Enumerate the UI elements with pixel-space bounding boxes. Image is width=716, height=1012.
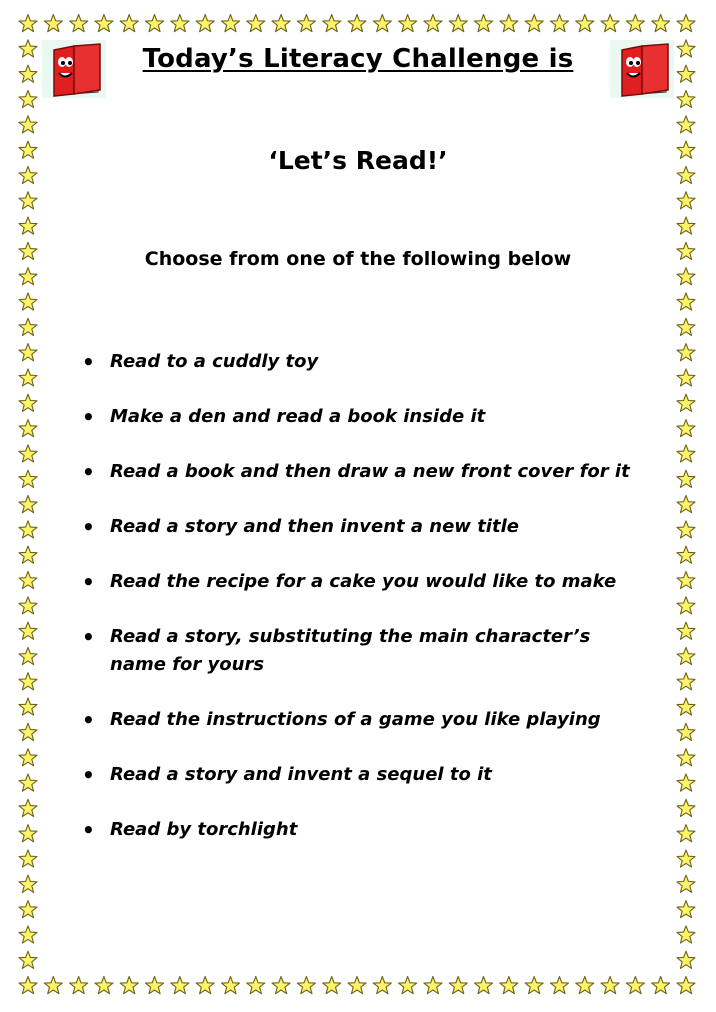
- star-icon: [323, 977, 341, 994]
- star-icon: [19, 192, 37, 209]
- star-icon: [19, 318, 37, 335]
- star-icon: [677, 774, 695, 791]
- challenge-subtitle: ‘Let’s Read!’: [268, 146, 448, 175]
- star-icon: [19, 875, 37, 892]
- star-icon: [677, 521, 695, 538]
- activity-item: • Read a book and then draw a new front cover for it: [82, 458, 652, 486]
- star-icon: [272, 15, 290, 32]
- star-icon: [19, 344, 37, 361]
- star-icon: [348, 977, 366, 994]
- activity-item: • Make a den and read a book inside it: [82, 403, 652, 431]
- star-icon: [576, 977, 594, 994]
- star-icon: [576, 15, 594, 32]
- star-icon: [677, 394, 695, 411]
- star-icon: [677, 192, 695, 209]
- star-icon: [171, 15, 189, 32]
- star-icon: [19, 293, 37, 310]
- star-icon: [677, 571, 695, 588]
- star-icon: [677, 723, 695, 740]
- star-icon: [19, 799, 37, 816]
- star-icon: [19, 420, 37, 437]
- star-icon: [95, 15, 113, 32]
- star-icon: [677, 318, 695, 335]
- star-icon: [19, 90, 37, 107]
- star-icon: [677, 546, 695, 563]
- star-icon: [221, 15, 239, 32]
- star-icon: [677, 875, 695, 892]
- star-icon: [19, 394, 37, 411]
- star-icon: [19, 977, 37, 994]
- star-icon: [247, 977, 265, 994]
- star-icon: [677, 90, 695, 107]
- activity-item: • Read the recipe for a cake you would like to make: [82, 568, 652, 596]
- star-icon: [19, 597, 37, 614]
- activity-item: • Read a story and invent a sequel to it: [82, 761, 652, 789]
- star-icon: [196, 977, 214, 994]
- star-icon: [550, 977, 568, 994]
- star-icon: [677, 698, 695, 715]
- star-icon: [677, 977, 695, 994]
- star-icon: [677, 926, 695, 943]
- star-icon: [677, 293, 695, 310]
- star-icon: [677, 622, 695, 639]
- activity-item: • Read by torchlight: [82, 816, 652, 844]
- star-icon: [525, 15, 543, 32]
- star-icon: [19, 951, 37, 968]
- star-icon: [677, 951, 695, 968]
- star-icon: [500, 15, 518, 32]
- star-icon: [196, 15, 214, 32]
- star-icon: [677, 369, 695, 386]
- star-icon: [19, 647, 37, 664]
- star-icon: [399, 977, 417, 994]
- star-icon: [19, 850, 37, 867]
- star-icon: [19, 546, 37, 563]
- star-icon: [525, 977, 543, 994]
- star-icon: [171, 977, 189, 994]
- star-icon: [19, 926, 37, 943]
- star-icon: [95, 977, 113, 994]
- star-icon: [19, 698, 37, 715]
- star-icon: [19, 774, 37, 791]
- star-icon: [399, 15, 417, 32]
- star-icon: [19, 116, 37, 133]
- star-icon: [677, 850, 695, 867]
- star-icon: [146, 977, 164, 994]
- star-icon: [475, 977, 493, 994]
- star-icon: [424, 15, 442, 32]
- star-icon: [677, 420, 695, 437]
- star-icon: [120, 15, 138, 32]
- star-icon: [70, 15, 88, 32]
- star-icon: [297, 15, 315, 32]
- star-icon: [626, 977, 644, 994]
- star-icon: [652, 15, 670, 32]
- star-icon: [475, 15, 493, 32]
- star-icon: [19, 622, 37, 639]
- star-icon: [19, 445, 37, 462]
- activity-item: • Read the instructions of a game you like playing: [82, 706, 652, 734]
- star-icon: [19, 470, 37, 487]
- star-icon: [19, 825, 37, 842]
- star-icon: [297, 977, 315, 994]
- page-title: Today’s Literacy Challenge is: [142, 44, 574, 74]
- star-icon: [550, 15, 568, 32]
- star-icon: [677, 825, 695, 842]
- star-icon: [19, 673, 37, 690]
- star-icon: [373, 15, 391, 32]
- star-icon: [500, 977, 518, 994]
- star-icon: [19, 268, 37, 285]
- star-icon: [449, 977, 467, 994]
- star-icon: [146, 15, 164, 32]
- star-icon: [19, 217, 37, 234]
- star-icon: [677, 496, 695, 513]
- activity-list: [82, 348, 652, 871]
- star-icon: [677, 647, 695, 664]
- activity-item: • Read a story and then invent a new title: [82, 513, 652, 541]
- star-icon: [44, 15, 62, 32]
- star-icon: [677, 268, 695, 285]
- star-icon: [348, 15, 366, 32]
- star-icon: [247, 15, 265, 32]
- star-icon: [323, 15, 341, 32]
- star-icon: [677, 597, 695, 614]
- star-icon: [449, 15, 467, 32]
- star-icon: [19, 723, 37, 740]
- star-icon: [19, 901, 37, 918]
- star-icon: [677, 470, 695, 487]
- star-icon: [424, 977, 442, 994]
- star-icon: [19, 496, 37, 513]
- star-icon: [19, 521, 37, 538]
- star-icon: [652, 977, 670, 994]
- star-icon: [601, 15, 619, 32]
- star-icon: [19, 369, 37, 386]
- star-icon: [70, 977, 88, 994]
- star-icon: [601, 977, 619, 994]
- star-icon: [272, 977, 290, 994]
- star-icon: [19, 571, 37, 588]
- star-icon: [677, 901, 695, 918]
- star-icon: [626, 15, 644, 32]
- activity-item: • Read a story, substituting the main character’s name for yours: [82, 623, 652, 679]
- star-icon: [19, 15, 37, 32]
- star-icon: [677, 344, 695, 361]
- star-icon: [677, 673, 695, 690]
- star-icon: [44, 977, 62, 994]
- star-icon: [120, 977, 138, 994]
- star-icon: [677, 15, 695, 32]
- star-icon: [19, 749, 37, 766]
- star-icon: [677, 749, 695, 766]
- star-icon: [677, 116, 695, 133]
- star-icon: [221, 977, 239, 994]
- star-icon: [373, 977, 391, 994]
- star-icon: [677, 445, 695, 462]
- star-icon: [677, 217, 695, 234]
- activity-item: • Read to a cuddly toy: [82, 348, 652, 376]
- instruction-text: Choose from one of the following below: [144, 248, 572, 270]
- star-icon: [677, 799, 695, 816]
